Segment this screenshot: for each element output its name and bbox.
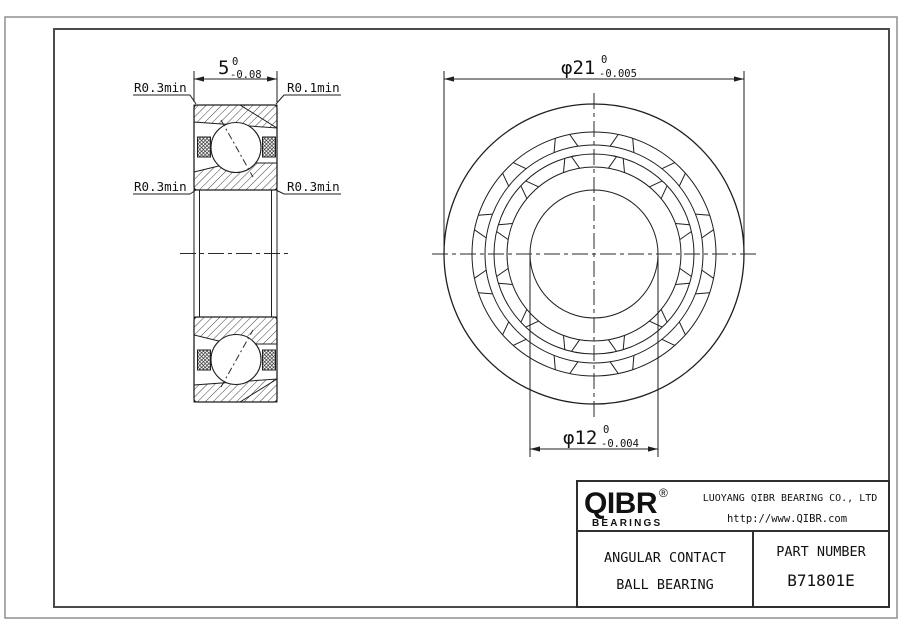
logo-subtitle: BEARINGS <box>592 518 663 529</box>
section-view <box>133 56 341 402</box>
part-number-value: B71801E <box>787 571 855 590</box>
part-number-label: PART NUMBER <box>776 544 866 560</box>
cage-section-right-bottom <box>263 350 276 370</box>
width-dim-value: 5 <box>218 57 230 79</box>
bore-dim-tol-upper: 0 <box>603 424 610 436</box>
bore-dim-value: φ12 <box>563 427 598 449</box>
bore-dim-tol-lower: -0.004 <box>601 438 639 450</box>
arrowhead-left <box>530 446 540 451</box>
radius-label-mid-right: R0.3min <box>287 179 340 194</box>
brand-logo <box>584 486 668 529</box>
company-name: LUOYANG QIBR BEARING CO., LTD <box>702 493 878 504</box>
logo-text: QIBR <box>584 487 657 520</box>
arrowhead-right <box>734 76 744 81</box>
cage-section-left-bottom <box>198 350 211 370</box>
arrowhead-left <box>194 76 204 81</box>
title-block <box>577 481 889 607</box>
od-dim-tol-lower: -0.005 <box>599 68 637 80</box>
registered-trademark-symbol: ® <box>659 486 668 500</box>
radius-label-mid-left: R0.3min <box>134 179 187 194</box>
width-dimension <box>194 56 277 102</box>
arrowhead-right <box>267 76 277 81</box>
radius-label-top-right: R0.1min <box>287 80 340 95</box>
od-dim-tol-upper: 0 <box>601 54 608 66</box>
radius-label-top-left: R0.3min <box>134 80 187 95</box>
cage-section-left <box>198 137 211 157</box>
upper-half-section <box>194 105 277 190</box>
cage-section-right <box>263 137 276 157</box>
od-dim-value: φ21 <box>561 57 596 79</box>
arrowhead-left <box>444 76 454 81</box>
product-name-line1: ANGULAR CONTACT <box>604 550 726 566</box>
website-url: http://www.QIBR.com <box>726 513 848 525</box>
arrowhead-right <box>648 446 658 451</box>
lower-half-section <box>194 317 277 402</box>
width-dim-tol-lower: -0.08 <box>230 69 262 81</box>
front-view <box>432 54 756 457</box>
product-name-line2: BALL BEARING <box>616 577 714 593</box>
width-dim-tol-upper: 0 <box>232 56 239 68</box>
